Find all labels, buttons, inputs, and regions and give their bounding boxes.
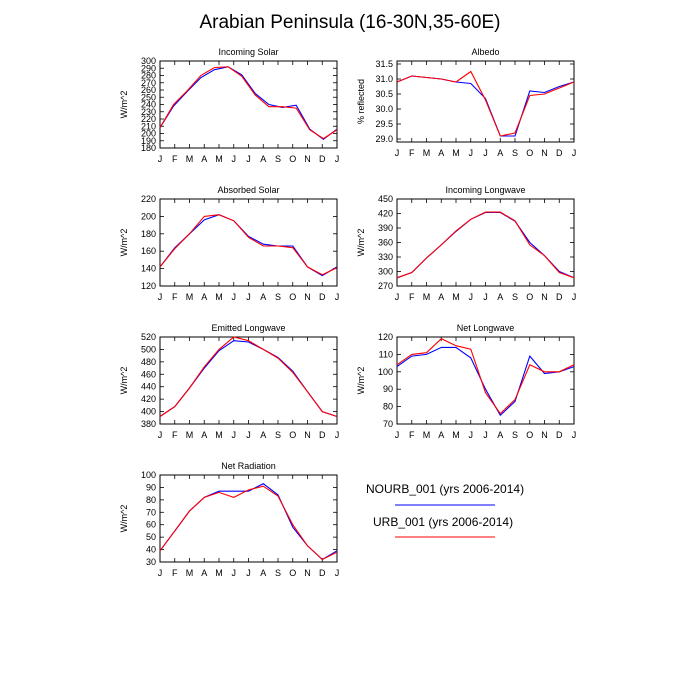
legend-entry-nourb: NOURB_001 (yrs 2006-2014) [366,482,525,496]
y-tick-label: 200 [140,211,156,222]
x-tick-label: J [334,430,340,440]
x-tick-label: A [497,430,504,440]
x-tick-label: S [274,292,282,302]
x-tick-label: M [422,430,431,440]
x-tick-label: A [201,292,208,302]
y-tick-label: 100 [377,366,393,377]
x-tick-label: O [526,430,534,440]
y-tick-label: 50 [145,532,156,543]
y-tick-label: 30.5 [375,89,393,99]
y-tick-label: 240 [140,99,156,110]
x-tick-label: A [497,292,504,302]
x-tick-label: M [185,292,194,302]
y-tick-label: 480 [140,356,156,367]
series-line-nourb [160,215,337,276]
x-tick-label: J [468,148,473,158]
panel-title: Incoming Solar [218,47,279,57]
y-axis-label: W/m^2 [119,366,129,395]
y-tick-label: 31.5 [375,59,393,69]
y-tick-label: 160 [140,246,156,257]
y-tick-label: 80 [145,494,156,505]
y-tick-label: 250 [140,92,156,103]
y-tick-label: 390 [377,223,393,233]
x-tick-label: D [556,148,563,158]
x-tick-label: J [157,568,163,578]
panel-title: Albedo [471,47,500,57]
x-tick-label: S [511,430,519,440]
plot-frame [160,337,337,424]
x-tick-label: F [409,292,415,302]
x-tick-label: J [231,154,236,164]
series-line-urb [160,337,337,417]
x-tick-label: D [319,154,326,164]
plot-frame [160,61,337,148]
x-tick-label: S [274,154,282,164]
panel-1 [119,47,339,164]
x-tick-label: J [246,154,251,164]
y-tick-label: 210 [140,121,156,132]
x-tick-label: N [304,292,311,302]
y-tick-label: 220 [140,194,156,204]
x-tick-label: N [541,430,548,440]
series-line-nourb [397,213,574,278]
x-tick-label: F [172,292,178,302]
y-tick-label: 420 [140,394,156,405]
y-tick-label: 380 [140,419,156,429]
x-tick-label: N [304,430,311,440]
y-axis-label: W/m^2 [119,504,129,533]
x-tick-label: F [172,568,178,578]
x-tick-label: J [157,154,163,164]
y-tick-label: 90 [382,384,393,395]
x-tick-label: D [319,568,326,578]
panel-2 [356,47,576,158]
x-tick-label: S [274,568,282,578]
x-tick-label: A [201,568,208,578]
x-tick-label: M [185,154,194,164]
x-tick-label: M [215,292,223,302]
x-tick-label: F [172,154,178,164]
x-tick-label: F [409,148,415,158]
y-axis-label: W/m^2 [119,90,129,119]
y-tick-label: 120 [140,281,156,291]
y-tick-label: 230 [140,106,156,117]
panel-4 [356,185,576,302]
legend-entry-urb: URB_001 (yrs 2006-2014) [373,515,514,529]
plot-frame [160,199,337,286]
x-tick-label: J [246,430,251,440]
y-tick-label: 180 [140,143,156,153]
x-tick-label: M [215,568,223,578]
y-tick-label: 30 [145,557,156,567]
panel-title: Incoming Longwave [445,185,526,195]
y-tick-label: 300 [140,56,156,66]
y-tick-label: 400 [140,406,156,417]
series-line-nourb [160,67,337,140]
x-tick-label: O [526,292,534,302]
series-line-nourb [397,76,574,136]
y-tick-label: 190 [140,135,156,146]
y-tick-label: 270 [377,281,393,291]
x-tick-label: J [483,292,488,302]
panel-title: Net Radiation [221,461,276,471]
x-tick-label: J [246,292,251,302]
x-tick-label: S [274,430,282,440]
y-tick-label: 420 [377,208,393,219]
x-tick-label: A [438,430,445,440]
y-tick-label: 180 [140,228,156,239]
x-tick-label: M [422,148,431,158]
y-tick-label: 360 [377,237,393,248]
x-tick-label: J [468,292,473,302]
y-tick-label: 260 [140,85,156,95]
y-tick-label: 110 [378,349,393,360]
x-tick-label: A [438,148,445,158]
y-axis-label: W/m^2 [356,228,366,257]
y-tick-label: 29.0 [375,134,393,144]
x-tick-label: O [289,292,297,302]
y-axis-label: W/m^2 [356,366,366,395]
x-tick-label: A [260,430,267,440]
y-tick-label: 90 [145,482,156,493]
y-tick-label: 500 [140,344,156,355]
y-tick-label: 31.0 [375,74,393,84]
x-tick-label: O [289,154,297,164]
y-tick-label: 120 [377,332,393,342]
y-tick-label: 520 [140,332,156,342]
x-tick-label: D [556,292,563,302]
x-tick-label: A [438,292,445,302]
x-tick-label: A [201,430,208,440]
x-tick-label: M [215,154,223,164]
x-tick-label: N [541,292,548,302]
y-tick-label: 270 [140,77,156,88]
y-tick-label: 29.5 [375,119,393,129]
series-line-urb [397,339,574,414]
y-tick-label: 40 [145,544,156,555]
y-tick-label: 300 [377,266,393,277]
figure-title: Arabian Peninsula (16-30N,35-60E) [199,12,501,33]
y-axis-label: % reflected [356,78,366,125]
x-tick-label: J [334,292,340,302]
x-tick-label: A [201,154,208,164]
x-tick-label: A [260,154,267,164]
y-tick-label: 70 [145,507,156,518]
panel-3 [119,185,339,302]
y-tick-label: 440 [140,381,156,392]
x-tick-label: F [172,430,178,440]
x-tick-label: A [497,148,504,158]
y-tick-label: 220 [140,114,156,124]
x-tick-label: D [319,292,326,302]
panel-title: Net Longwave [456,323,515,333]
x-tick-label: N [304,568,311,578]
x-tick-label: N [541,148,548,158]
y-tick-label: 280 [140,70,156,81]
x-tick-label: M [422,292,431,302]
y-tick-label: 100 [140,470,156,480]
x-tick-label: J [483,430,488,440]
x-tick-label: J [468,430,473,440]
x-tick-label: J [157,292,163,302]
x-tick-label: J [483,148,488,158]
series-line-urb [160,486,337,559]
y-tick-label: 200 [140,128,156,139]
x-tick-label: O [526,148,534,158]
y-tick-label: 330 [377,252,393,262]
panel-6 [356,323,576,440]
series-line-urb [397,72,574,137]
x-tick-label: F [409,430,415,440]
x-tick-label: J [571,430,577,440]
panel-7 [119,461,339,578]
x-tick-label: J [394,430,400,440]
x-tick-label: J [394,292,400,302]
plot-frame [397,61,574,142]
x-tick-label: N [304,154,311,164]
x-tick-label: M [185,430,194,440]
x-tick-label: A [260,568,267,578]
panel-title: Absorbed Solar [217,185,280,195]
series-line-urb [160,67,337,139]
x-tick-label: J [246,568,251,578]
x-tick-label: J [571,148,577,158]
x-tick-label: M [452,148,460,158]
x-tick-label: A [260,292,267,302]
y-tick-label: 70 [382,419,393,429]
y-tick-label: 460 [140,369,156,380]
x-tick-label: M [185,568,194,578]
y-tick-label: 30.0 [375,104,393,114]
y-tick-label: 450 [377,194,393,204]
series-line-urb [160,215,337,275]
y-tick-label: 80 [382,401,393,412]
x-tick-label: D [556,430,563,440]
x-tick-label: O [289,568,297,578]
x-tick-label: M [452,292,460,302]
x-tick-label: J [231,568,236,578]
x-tick-label: O [289,430,297,440]
panel-title: Emitted Longwave [211,323,286,333]
plot-frame [397,337,574,424]
x-tick-label: J [231,292,236,302]
x-tick-label: J [334,154,340,164]
x-tick-label: M [215,430,223,440]
x-tick-label: S [511,292,519,302]
x-tick-label: M [452,430,460,440]
y-tick-label: 60 [145,519,156,530]
series-line-urb [397,212,574,278]
x-tick-label: D [319,430,326,440]
x-tick-label: J [334,568,340,578]
x-tick-label: S [511,148,519,158]
x-tick-label: J [394,148,400,158]
y-tick-label: 140 [140,263,156,274]
series-line-nourb [160,341,337,417]
series-line-nourb [397,347,574,415]
panel-5 [119,323,339,440]
x-tick-label: J [157,430,163,440]
x-tick-label: J [231,430,236,440]
y-tick-label: 290 [140,63,156,74]
x-tick-label: J [571,292,577,302]
y-axis-label: W/m^2 [119,228,129,257]
